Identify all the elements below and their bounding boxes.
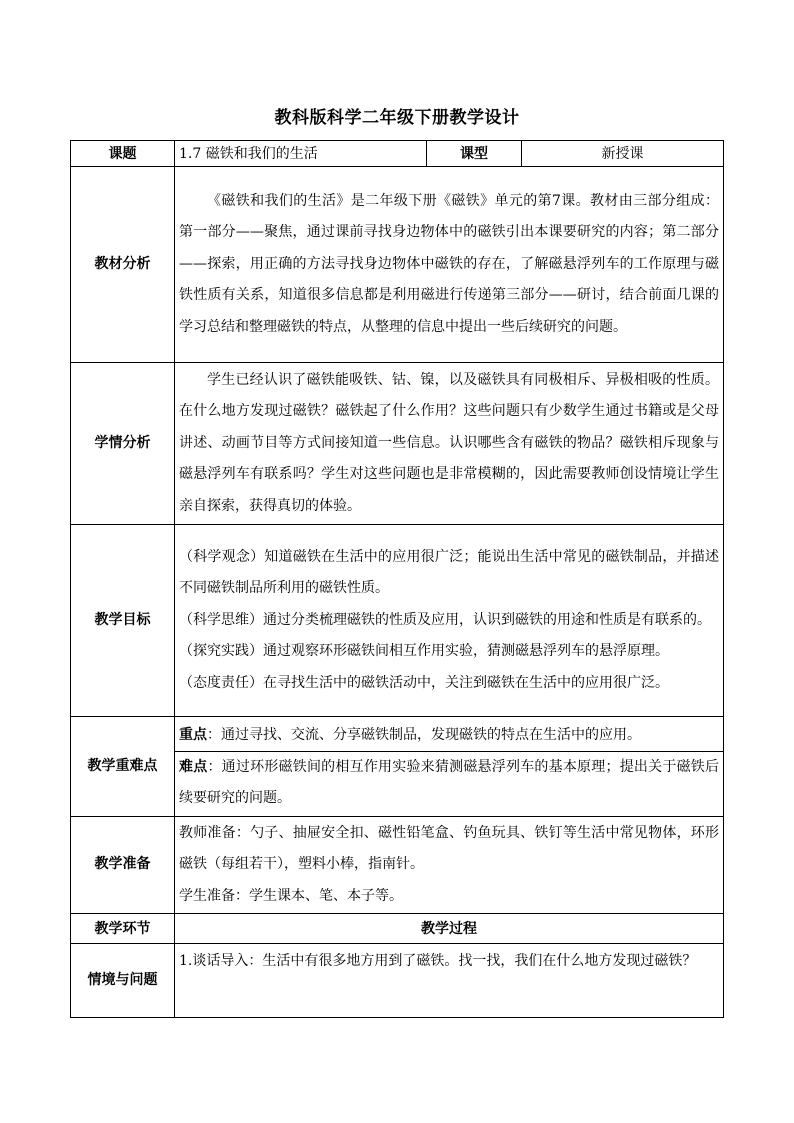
- row-process-header: [71, 914, 724, 944]
- key-point-label: 重点: [179, 726, 207, 743]
- goal-item: （态度责任）在寻找生活中的磁铁活动中，关注到磁铁在生活中的应用很广泛。: [179, 674, 669, 691]
- difficult-point-text: ：通过环形磁铁间的相互作用实验来猜测磁悬浮列车的基本原理；提出关于磁铁后续要研究的问题。: [179, 758, 720, 806]
- teaching-goals-label: 教学目标: [71, 525, 175, 717]
- preparation-label: 教学准备: [71, 817, 175, 914]
- row-teaching-goals: [71, 525, 724, 717]
- topic-label: 课题: [71, 141, 175, 167]
- preparation-cell: [175, 817, 724, 914]
- student-preparation: 学生准备：学生课本、笔、本子等。: [179, 887, 403, 904]
- difficult-point: [175, 752, 723, 815]
- row-stage-context: [71, 944, 724, 1018]
- row-topic: [71, 141, 724, 167]
- key-point: [175, 719, 723, 752]
- difficult-point-label: 难点: [179, 758, 208, 775]
- topic-value: 1.7 磁铁和我们的生活: [175, 141, 427, 167]
- teacher-preparation: 教师准备：勺子、抽屉安全扣、磁性铅笔盒、钓鱼玩具、铁钉等生活中常见物体，环形磁铁（每组若干），塑料小棒，指南针。: [179, 824, 719, 873]
- row-material-analysis: [71, 167, 724, 363]
- key-point-text: ：通过寻找、交流、分享磁铁制品，发现磁铁的特点在生活中的应用。: [207, 726, 641, 743]
- teaching-goals-cell: [175, 525, 724, 717]
- goal-item: （科学观念）知道磁铁在生活中的应用很广泛；能说出生活中常见的磁铁制品，并描述不同磁铁制品所利用的磁铁性质。: [179, 548, 719, 597]
- row-key-difficult-points: [71, 717, 724, 817]
- stage-context-text: 1.谈话导入：生活中有很多地方用到了磁铁。找一找，我们在什么地方发现过磁铁？: [179, 953, 697, 969]
- lesson-type-value: 新授课: [522, 141, 724, 167]
- student-analysis-text: 学生已经认识了磁铁能吸铁、钴、镍，以及磁铁具有同极相斥、异极相吸的性质。在什么地方发现过磁铁？磁铁起了什么作用？这些问题只有少数学生通过书籍或是父母讲述、动画节目等方式间接知道一些信息。认识哪些含有磁铁的物品？磁铁相斥现象与磁悬浮列车有联系吗？学生对这些问题也是非常模糊的，因此需要教师创设情境让学生亲自探索，获得真切的体验。: [179, 371, 719, 514]
- student-analysis-label: 学情分析: [71, 363, 175, 525]
- material-analysis-text: 《磁铁和我们的生活》是二年级下册《磁铁》单元的第7课。教材由三部分组成：第一部分——聚焦，通过课前寻找身边物体中的磁铁引出本课要研究的内容；第二部分——探索，用正确的方法寻找身边物体中磁铁的存在，了解磁悬浮列车的工作原理与磁铁性质有关系，知道很多信息都是利用磁进行传递第三部分——研讨，结合前面几课的学习总结和整理磁铁的特点，从整理的信息中提出一些后续研究的问题。: [179, 192, 719, 335]
- lesson-plan-table: [70, 140, 724, 1018]
- stage-context-label: 情境与问题: [71, 944, 175, 1018]
- teaching-process-header: 教学过程: [175, 914, 724, 944]
- material-analysis-label: 教材分析: [71, 167, 175, 363]
- key-difficult-label: 教学重难点: [71, 717, 175, 817]
- goal-item: （探究实践）通过观察环形磁铁间相互作用实验，猜测磁悬浮列车的悬浮原理。: [179, 643, 669, 660]
- stage-context-cell: [175, 944, 724, 1018]
- goal-item: （科学思维）通过分类梳理磁铁的性质及应用，认识到磁铁的用途和性质是有联系的。: [179, 611, 711, 628]
- material-analysis-cell: [175, 167, 724, 363]
- teaching-stage-header: 教学环节: [71, 914, 175, 944]
- document-title: 教科版科学二年级下册教学设计: [274, 108, 520, 128]
- lesson-type-label: 课型: [427, 141, 522, 167]
- student-analysis-cell: [175, 363, 724, 525]
- row-preparation: [71, 817, 724, 914]
- row-student-analysis: [71, 363, 724, 525]
- key-difficult-cell: [175, 717, 724, 817]
